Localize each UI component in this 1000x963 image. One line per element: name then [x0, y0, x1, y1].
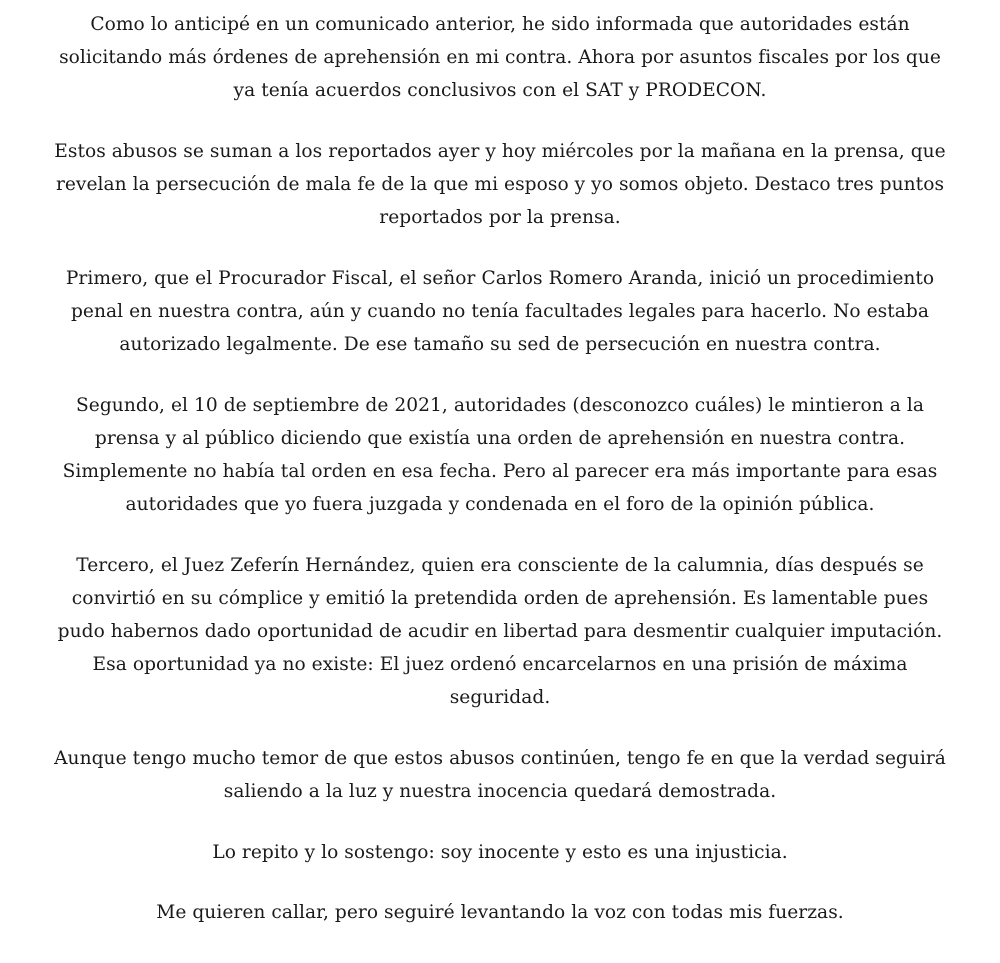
text-line: Lo repito y lo sostengo: soy inocente y esto es una injusticia.: [212, 842, 788, 863]
paragraph-innocence: [30, 836, 970, 869]
text-line: penal en nuestra contra, aún y cuando no tenía facultades legales para hacerlo. No estaba: [70, 301, 930, 322]
text-line: reportados por la prensa.: [379, 207, 621, 228]
paragraph-hope: [30, 742, 970, 808]
text-line: prensa y al público diciendo que existía una orden de aprehensión en nuestra contra.: [94, 428, 906, 449]
text-line: revelan la persecución de mala fe de la que mi esposo y yo somos objeto. Destaco tres puntos: [55, 174, 945, 195]
text-line: Aunque tengo mucho temor de que estos abusos continúen, tengo fe en que la verdad seguirá: [54, 748, 946, 769]
paragraph-closing: [30, 896, 970, 929]
paragraph-intro: [30, 8, 970, 107]
paragraph-third-point: [30, 549, 970, 714]
paragraph-second-point: [30, 389, 970, 521]
text-line: seguridad.: [449, 687, 551, 708]
text-line: convirtió en su cómplice y emitió la pretendida orden de aprehensión. Es lamentable pues: [71, 588, 929, 609]
text-line: Primero, que el Procurador Fiscal, el señor Carlos Romero Aranda, inició un procedimiento: [65, 268, 935, 289]
paragraph-abuses: [30, 135, 970, 234]
text-line: saliendo a la luz y nuestra inocencia quedará demostrada.: [223, 781, 777, 802]
text-line: autoridades que yo fuera juzgada y condenada en el foro de la opinión pública.: [125, 494, 875, 515]
text-line: Esa oportunidad ya no existe: El juez ordenó encarcelarnos en una prisión de máxima: [92, 654, 908, 675]
text-line: solicitando más órdenes de aprehensión en mi contra. Ahora por asuntos fiscales por los que: [59, 47, 941, 68]
text-line: Me quieren callar, pero seguiré levantando la voz con todas mis fuerzas.: [156, 902, 844, 923]
text-line: Tercero, el Juez Zeferín Hernández, quien era consciente de la calumnia, días después se: [76, 555, 924, 576]
text-line: Simplemente no había tal orden en esa fecha. Pero al parecer era más importante para esas: [62, 461, 938, 482]
text-line: Como lo anticipé en un comunicado anterior, he sido informada que autoridades están: [90, 14, 910, 35]
text-line: Estos abusos se suman a los reportados ayer y hoy miércoles por la mañana en la prensa, que: [54, 141, 946, 162]
paragraph-first-point: [30, 262, 970, 361]
text-line: Segundo, el 10 de septiembre de 2021, autoridades (desconozco cuáles) le mintieron a la: [76, 395, 924, 416]
text-line: ya tenía acuerdos conclusivos con el SAT y PRODECON.: [233, 80, 767, 101]
text-line: pudo habernos dado oportunidad de acudir en libertad para desmentir cualquier imputación.: [57, 621, 943, 642]
text-line: autorizado legalmente. De ese tamaño su sed de persecución en nuestra contra.: [119, 334, 881, 355]
